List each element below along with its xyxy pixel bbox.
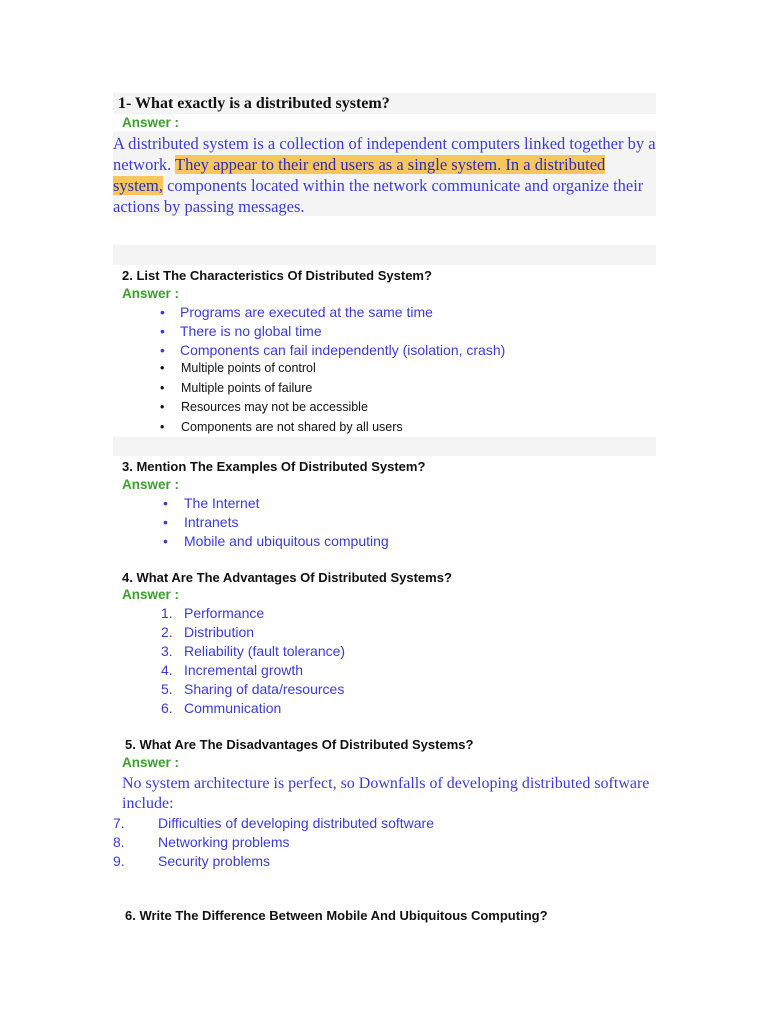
list-item: • Multiple points of control xyxy=(160,359,403,379)
list-item: 2. Distribution xyxy=(161,624,255,640)
bullet-icon: • xyxy=(163,495,168,511)
list-item: 9. Security problems xyxy=(113,853,271,869)
q2-list-blue xyxy=(160,303,505,360)
list-item: 5. Sharing of data/resources xyxy=(161,681,345,697)
q5-title: 5. What Are The Disadvantages Of Distributed Systems? xyxy=(125,737,474,752)
list-item: • Multiple points of failure xyxy=(160,379,403,399)
bullet-icon: • xyxy=(160,419,165,434)
q2-title-band xyxy=(113,245,656,265)
q1-answer-label: Answer : xyxy=(122,115,180,130)
q4-answer-label: Answer : xyxy=(122,587,180,602)
bullet-icon: • xyxy=(160,323,165,339)
list-item: 7. Difficulties of developing distributed software xyxy=(113,815,435,831)
q3-list xyxy=(163,494,389,551)
q6-title: 6. Write The Difference Between Mobile And Ubiquitous Computing? xyxy=(125,908,548,923)
q1-highlighted-text: They appear to their end users as a single system. In a distributed system, xyxy=(113,155,606,195)
q4-list xyxy=(161,604,345,718)
q3-answer-label: Answer : xyxy=(122,477,180,492)
bullet-icon: • xyxy=(160,342,165,358)
list-item: 3. Reliability (fault tolerance) xyxy=(161,643,346,659)
bullet-icon: • xyxy=(160,361,165,375)
q5-list xyxy=(113,814,434,871)
list-item: • The Internet xyxy=(163,495,260,511)
list-item: 1. Performance xyxy=(161,605,265,621)
bullet-icon: • xyxy=(163,514,168,530)
q3-title: 3. Mention The Examples Of Distributed System? xyxy=(122,459,426,474)
list-item: • Mobile and ubiquitous computing xyxy=(163,533,389,549)
list-item: • Components can fail independently (isolation, crash) xyxy=(160,342,506,358)
bullet-icon: • xyxy=(160,400,165,414)
bullet-icon: • xyxy=(163,533,168,549)
list-item: • Intranets xyxy=(163,514,239,530)
q2-title: 2. List The Characteristics Of Distributed System? xyxy=(122,268,432,283)
list-item: • Programs are executed at the same time xyxy=(160,304,433,320)
q1-answer-text xyxy=(113,133,658,217)
list-item: 8. Networking problems xyxy=(113,834,290,850)
q1-text-b: components located within the network communicate and organize their actions by passing messages. xyxy=(113,176,644,216)
list-item: 4. Incremental growth xyxy=(161,662,304,678)
list-item: 6. Communication xyxy=(161,700,282,716)
bullet-icon: • xyxy=(160,304,165,320)
q3-title-band xyxy=(113,437,656,456)
list-item: • There is no global time xyxy=(160,323,322,339)
q5-intro: No system architecture is perfect, so Downfalls of developing distributed software include: xyxy=(122,775,650,812)
bullet-icon: • xyxy=(160,380,165,395)
q2-answer-label: Answer : xyxy=(122,286,180,301)
list-item: • Components are not shared by all users xyxy=(160,418,403,438)
q1-text-a: A distributed system is a collection of independent computers linked together by a network. xyxy=(113,134,656,174)
q1-title: 1- What exactly is a distributed system? xyxy=(118,95,390,112)
q5-answer-label: Answer : xyxy=(122,755,180,770)
list-item: • Resources may not be accessible xyxy=(160,398,403,418)
q4-title: 4. What Are The Advantages Of Distributed Systems? xyxy=(122,570,452,585)
q2-list-black xyxy=(160,359,403,437)
